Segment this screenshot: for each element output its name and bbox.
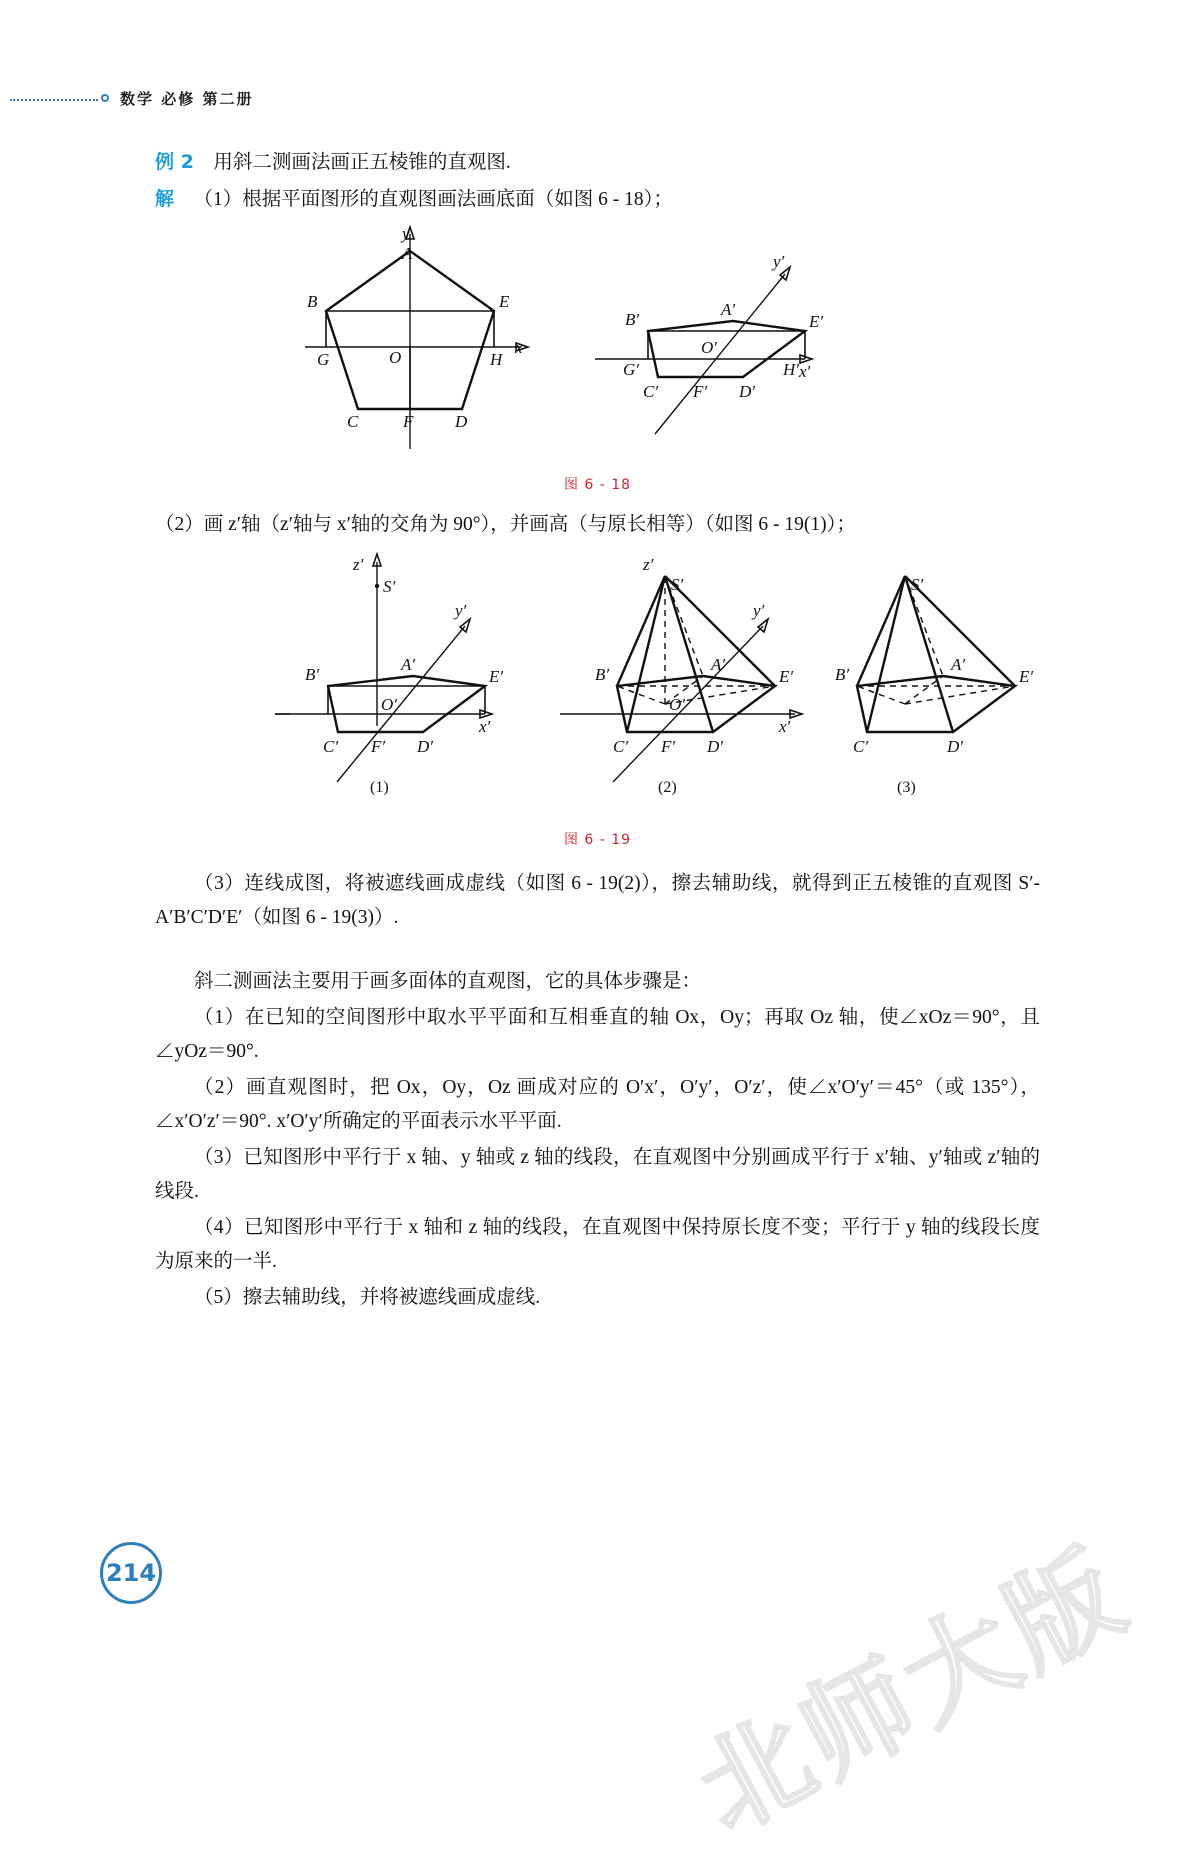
fig618p-label-x: x′: [799, 362, 811, 381]
fig619-3-label-C: C′: [853, 737, 869, 756]
fig619-1-label-E: E′: [489, 667, 504, 686]
summary-item-3: （3）已知图形中平行于 x 轴、y 轴或 z 轴的线段，在直观图中分别画成平行于 x′轴、y′轴或 z′轴的线段.: [155, 1147, 1040, 1202]
fig618p-label-A: A′: [721, 300, 736, 319]
fig618-label-E: E: [499, 292, 510, 311]
fig618p-label-y: y′: [773, 252, 785, 271]
fig619-sub2: (2): [658, 779, 677, 796]
summary-item-4: （4）已知图形中平行于 x 轴和 z 轴的线段，在直观图中保持原长度不变；平行于 y 轴的线段长度为原来的一半.: [155, 1217, 1040, 1272]
fig619-2-label-z: z′: [643, 555, 654, 574]
summary-lead: 斜二测画法主要用于画多面体的直观图，它的具体步骤是：: [194, 971, 702, 992]
fig618p-label-G: G′: [623, 360, 639, 379]
solution-step1: （1）根据平面图形的直观图画法画底面（如图 6 - 18）；: [193, 189, 673, 210]
solution-label: 解: [155, 188, 175, 210]
fig619-1-label-z: z′: [353, 555, 364, 574]
fig619-3-label-S: S′: [911, 575, 924, 594]
header-title: 数学 必修 第二册: [120, 90, 254, 108]
fig618-label-C: C: [347, 412, 359, 431]
fig619-2-label-A: A′: [711, 655, 726, 674]
fig618-label-y: y: [402, 224, 410, 243]
fig618p-label-D: D′: [739, 382, 755, 401]
fig619-3-label-D: D′: [947, 737, 963, 756]
page-number: 214: [100, 1542, 162, 1604]
fig618-label-D: D: [455, 412, 468, 431]
fig619-3-label-B: B′: [835, 665, 850, 684]
fig619-1-label-C: C′: [323, 737, 339, 756]
fig619-2-label-D: D′: [707, 737, 723, 756]
fig619-1-label-O: O′: [381, 695, 397, 714]
fig619-1-label-S: S′: [383, 577, 396, 596]
fig619-2-label-B: B′: [595, 665, 610, 684]
fig619-2-label-C: C′: [613, 737, 629, 756]
page-header: [0, 88, 1190, 114]
figure-6-18: [155, 219, 1040, 494]
fig618p-label-B: B′: [625, 310, 640, 329]
figure-6-19-caption: 图 6 - 19: [563, 832, 632, 848]
fig618-label-O: O: [389, 348, 402, 367]
fig619-2-label-y: y′: [753, 601, 765, 620]
fig618-label-x: x: [515, 338, 523, 357]
fig618p-label-O: O′: [701, 338, 717, 357]
figure-6-19: [155, 544, 1040, 849]
header-dot-icon: [101, 94, 109, 102]
example-statement-line: [155, 145, 1040, 180]
solution-step1-line: [155, 182, 1040, 217]
fig619-3-label-A: A′: [951, 655, 966, 674]
figure-6-18-drawing: [155, 219, 1040, 469]
fig619-1-label-B: B′: [305, 665, 320, 684]
watermark: 北师大版: [677, 1525, 1148, 1857]
fig619-1-label-F: F′: [371, 737, 386, 756]
fig619-1-label-D: D′: [417, 737, 433, 756]
solution-step2: （2）画 z′轴（z′轴与 x′轴的交角为 90°），并画高（与原长相等）（如图 6 - 19(1)）；: [155, 514, 856, 535]
fig619-2-label-S: S′: [671, 575, 684, 594]
fig618-label-G: G: [317, 350, 330, 369]
fig619-sub1: (1): [370, 779, 389, 796]
fig618p-label-F: F′: [693, 382, 708, 401]
summary-item-2: （2）画直观图时，把 Ox，Oy，Oz 画成对应的 O′x′，O′y′，O′z′，使∠x′O′y′＝45°（或 135°），∠x′O′z′＝90°. x′O′y′所确定的平面表示水平平面.: [155, 1077, 1040, 1132]
figure-6-18-caption: 图 6 - 18: [563, 477, 632, 493]
fig618p-label-H: H′: [783, 360, 799, 379]
summary-item-5: （5）擦去辅助线，并将被遮线画成虚线.: [194, 1287, 541, 1308]
fig618-label-H: H: [490, 350, 503, 369]
fig619-2-label-E: E′: [779, 667, 794, 686]
fig619-3-label-E: E′: [1019, 667, 1034, 686]
fig619-2-label-O: O′: [669, 695, 685, 714]
figure-6-19-drawing: [155, 544, 1040, 824]
fig619-1-label-x: x′: [479, 717, 491, 736]
fig618p-label-E: E′: [809, 312, 824, 331]
fig619-2-label-x: x′: [779, 717, 791, 736]
fig618-label-F: F: [403, 412, 414, 431]
fig618-label-B: B: [307, 292, 318, 311]
summary-item-1: （1）在已知的空间图形中取水平平面和互相垂直的轴 Ox，Oy；再取 Oz 轴，使∠xOz＝90°，且∠yOz＝90°.: [155, 1007, 1040, 1062]
example-statement: 用斜二测画法画正五棱锥的直观图.: [213, 152, 511, 173]
fig619-sub3: (3): [897, 779, 916, 796]
fig618p-label-C: C′: [643, 382, 659, 401]
page-content: [155, 145, 1040, 1317]
solution-step3: （3）连线成图，将被遮线画成虚线（如图 6 - 19(2)），擦去辅助线，就得到正五棱锥的直观图 S′-A′B′C′D′E′（如图 6 - 19(3)）.: [155, 873, 1040, 928]
example-label: 例 2: [155, 151, 194, 173]
header-rule: [10, 99, 98, 101]
fig618-label-A: A: [402, 244, 413, 263]
fig619-1-label-y: y′: [455, 601, 467, 620]
fig619-2-label-F: F′: [661, 737, 676, 756]
fig619-1-label-A: A′: [401, 655, 416, 674]
